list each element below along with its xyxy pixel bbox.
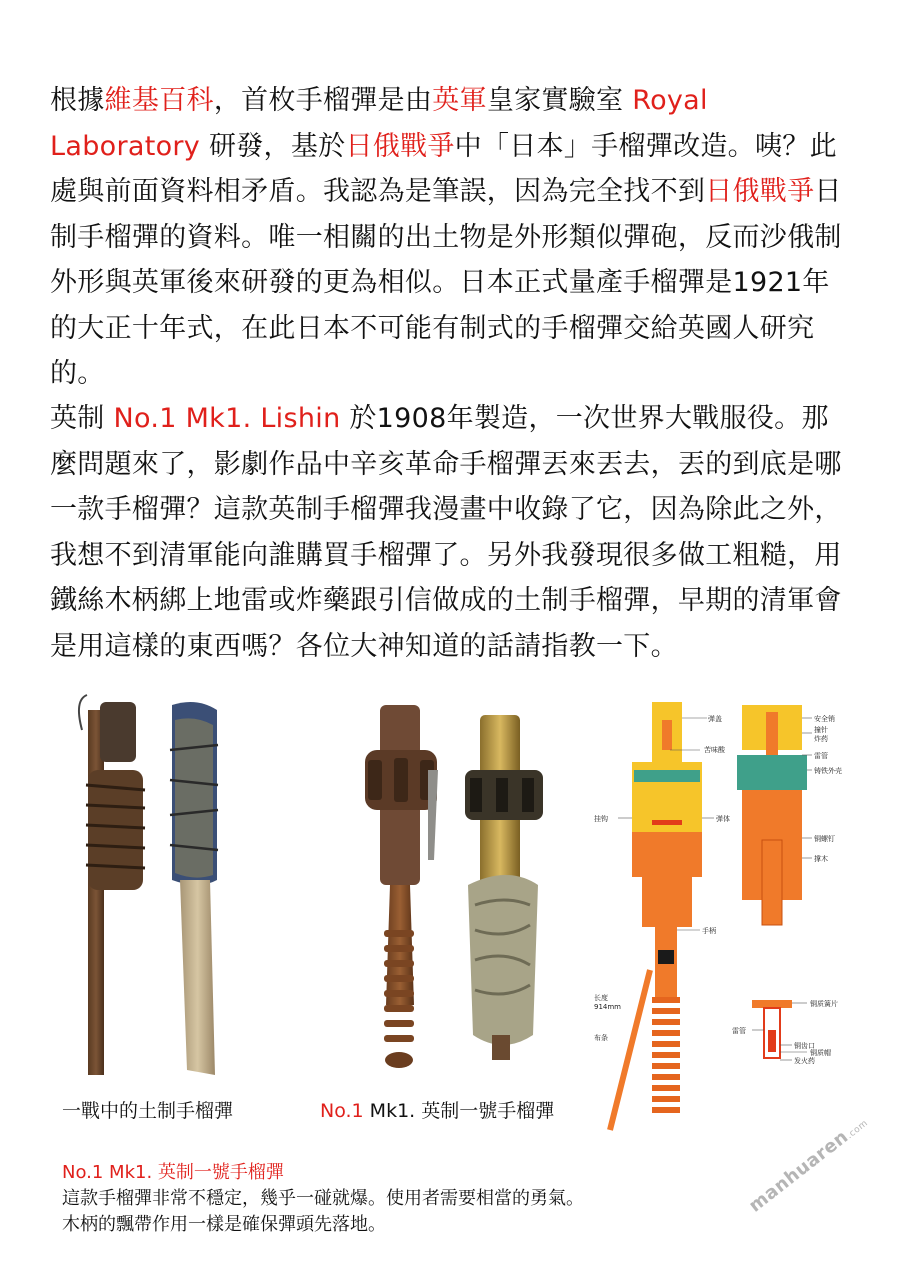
text-run: 於1908年製造，一次世界大戰服役。那麼問題來了，影劇作品中辛亥革命手榴彈丟來丟去，丟的到底是哪一款手榴彈？這款英制手榴彈我漫畫中收錄了它，因為除此之外，我想不到清軍能向誰購買手榴彈了。另外我發現很多做工粗糙，用鐵絲木柄綁上地雷或炸藥跟引信做成的土制手榴彈，早期的清軍會是用這樣的東西嗎？各位大神知道的話請指教一下。 <box>50 403 842 662</box>
svg-text:布条: 布条 <box>594 1034 608 1042</box>
highlight-term: 英軍 <box>432 85 487 116</box>
highlight-term: 維基百科 <box>104 85 214 116</box>
svg-text:挂钩: 挂钩 <box>594 815 608 823</box>
svg-text:铜螺钉: 铜螺钉 <box>814 835 835 843</box>
svg-text:雷管: 雷管 <box>814 752 828 760</box>
caption-description: Mk1. 英制一號手榴彈 <box>363 1100 555 1122</box>
svg-text:苦味酸: 苦味酸 <box>704 746 725 754</box>
improvised-grenade-photo <box>60 690 260 1085</box>
svg-text:长度: 长度 <box>594 994 608 1002</box>
svg-text:安全销: 安全销 <box>814 715 835 723</box>
note-line-2: 木柄的飄帶作用一樣是確保彈頭先落地。 <box>62 1214 386 1235</box>
text-run: 皇家實驗室 <box>486 85 633 116</box>
text-run: 根據 <box>50 85 105 116</box>
svg-text:铜质簧片: 铜质簧片 <box>810 1000 838 1008</box>
svg-text:撑木: 撑木 <box>814 855 828 863</box>
paragraph-lishin <box>50 396 850 669</box>
paragraph-intro <box>50 78 850 397</box>
svg-text:撞针: 撞针 <box>814 726 828 734</box>
highlight-term: 日俄戰爭 <box>345 130 455 162</box>
svg-text:914mm: 914mm <box>594 1003 621 1011</box>
caption-improvised-grenade: 一戰中的土制手榴彈 <box>62 1100 234 1122</box>
svg-text:弹盖: 弹盖 <box>708 715 722 723</box>
text-run: 研發，基於 <box>200 130 346 162</box>
text-run: 中「日本」手榴彈改造。咦？此處與前面資料相矛盾。我認為是筆誤，因為完全找不到 <box>50 130 837 207</box>
svg-text:炸药: 炸药 <box>814 735 828 743</box>
svg-text:弹体: 弹体 <box>716 815 730 823</box>
svg-text:铜齿口: 铜齿口 <box>794 1042 815 1050</box>
highlight-term: 日俄戰爭 <box>705 176 815 207</box>
highlight-term: No.1 Mk1. Lishin <box>113 403 341 434</box>
svg-text:发火药: 发火药 <box>794 1057 815 1065</box>
caption-no1-mk1 <box>320 1096 554 1123</box>
svg-text:铸铁外壳: 铸铁外壳 <box>814 767 842 775</box>
text-run: ，首枚手榴彈是由 <box>213 85 433 116</box>
no1-mk1-grenade-photo <box>350 690 570 1085</box>
caption-model-name: No.1 <box>320 1100 364 1122</box>
note-line-1: 這款手榴彈非常不穩定，幾乎一碰就爆。使用者需要相當的勇氣。 <box>62 1188 584 1209</box>
watermark-logo: manhuaren.com <box>745 1118 871 1217</box>
svg-text:铜质帽: 铜质帽 <box>810 1049 831 1057</box>
note-title: No.1 Mk1. 英制一號手榴彈 <box>62 1162 284 1183</box>
no1-grenade-diagram <box>592 700 862 1135</box>
svg-text:手柄: 手柄 <box>702 927 716 935</box>
text-run: 英制 <box>50 403 114 434</box>
highlight-term: Royal Laboratory <box>50 85 708 162</box>
svg-text:雷管: 雷管 <box>732 1027 746 1035</box>
text-run: 日制手榴彈的資料。唯一相關的出土物是外形類似彈砲，反而沙俄制外形與英軍後來研發的更為相似。日本正式量產手榴彈是1921年的大正十年式，在此日本不可能有制式的手榴彈交給英國人研究的。 <box>50 176 842 389</box>
